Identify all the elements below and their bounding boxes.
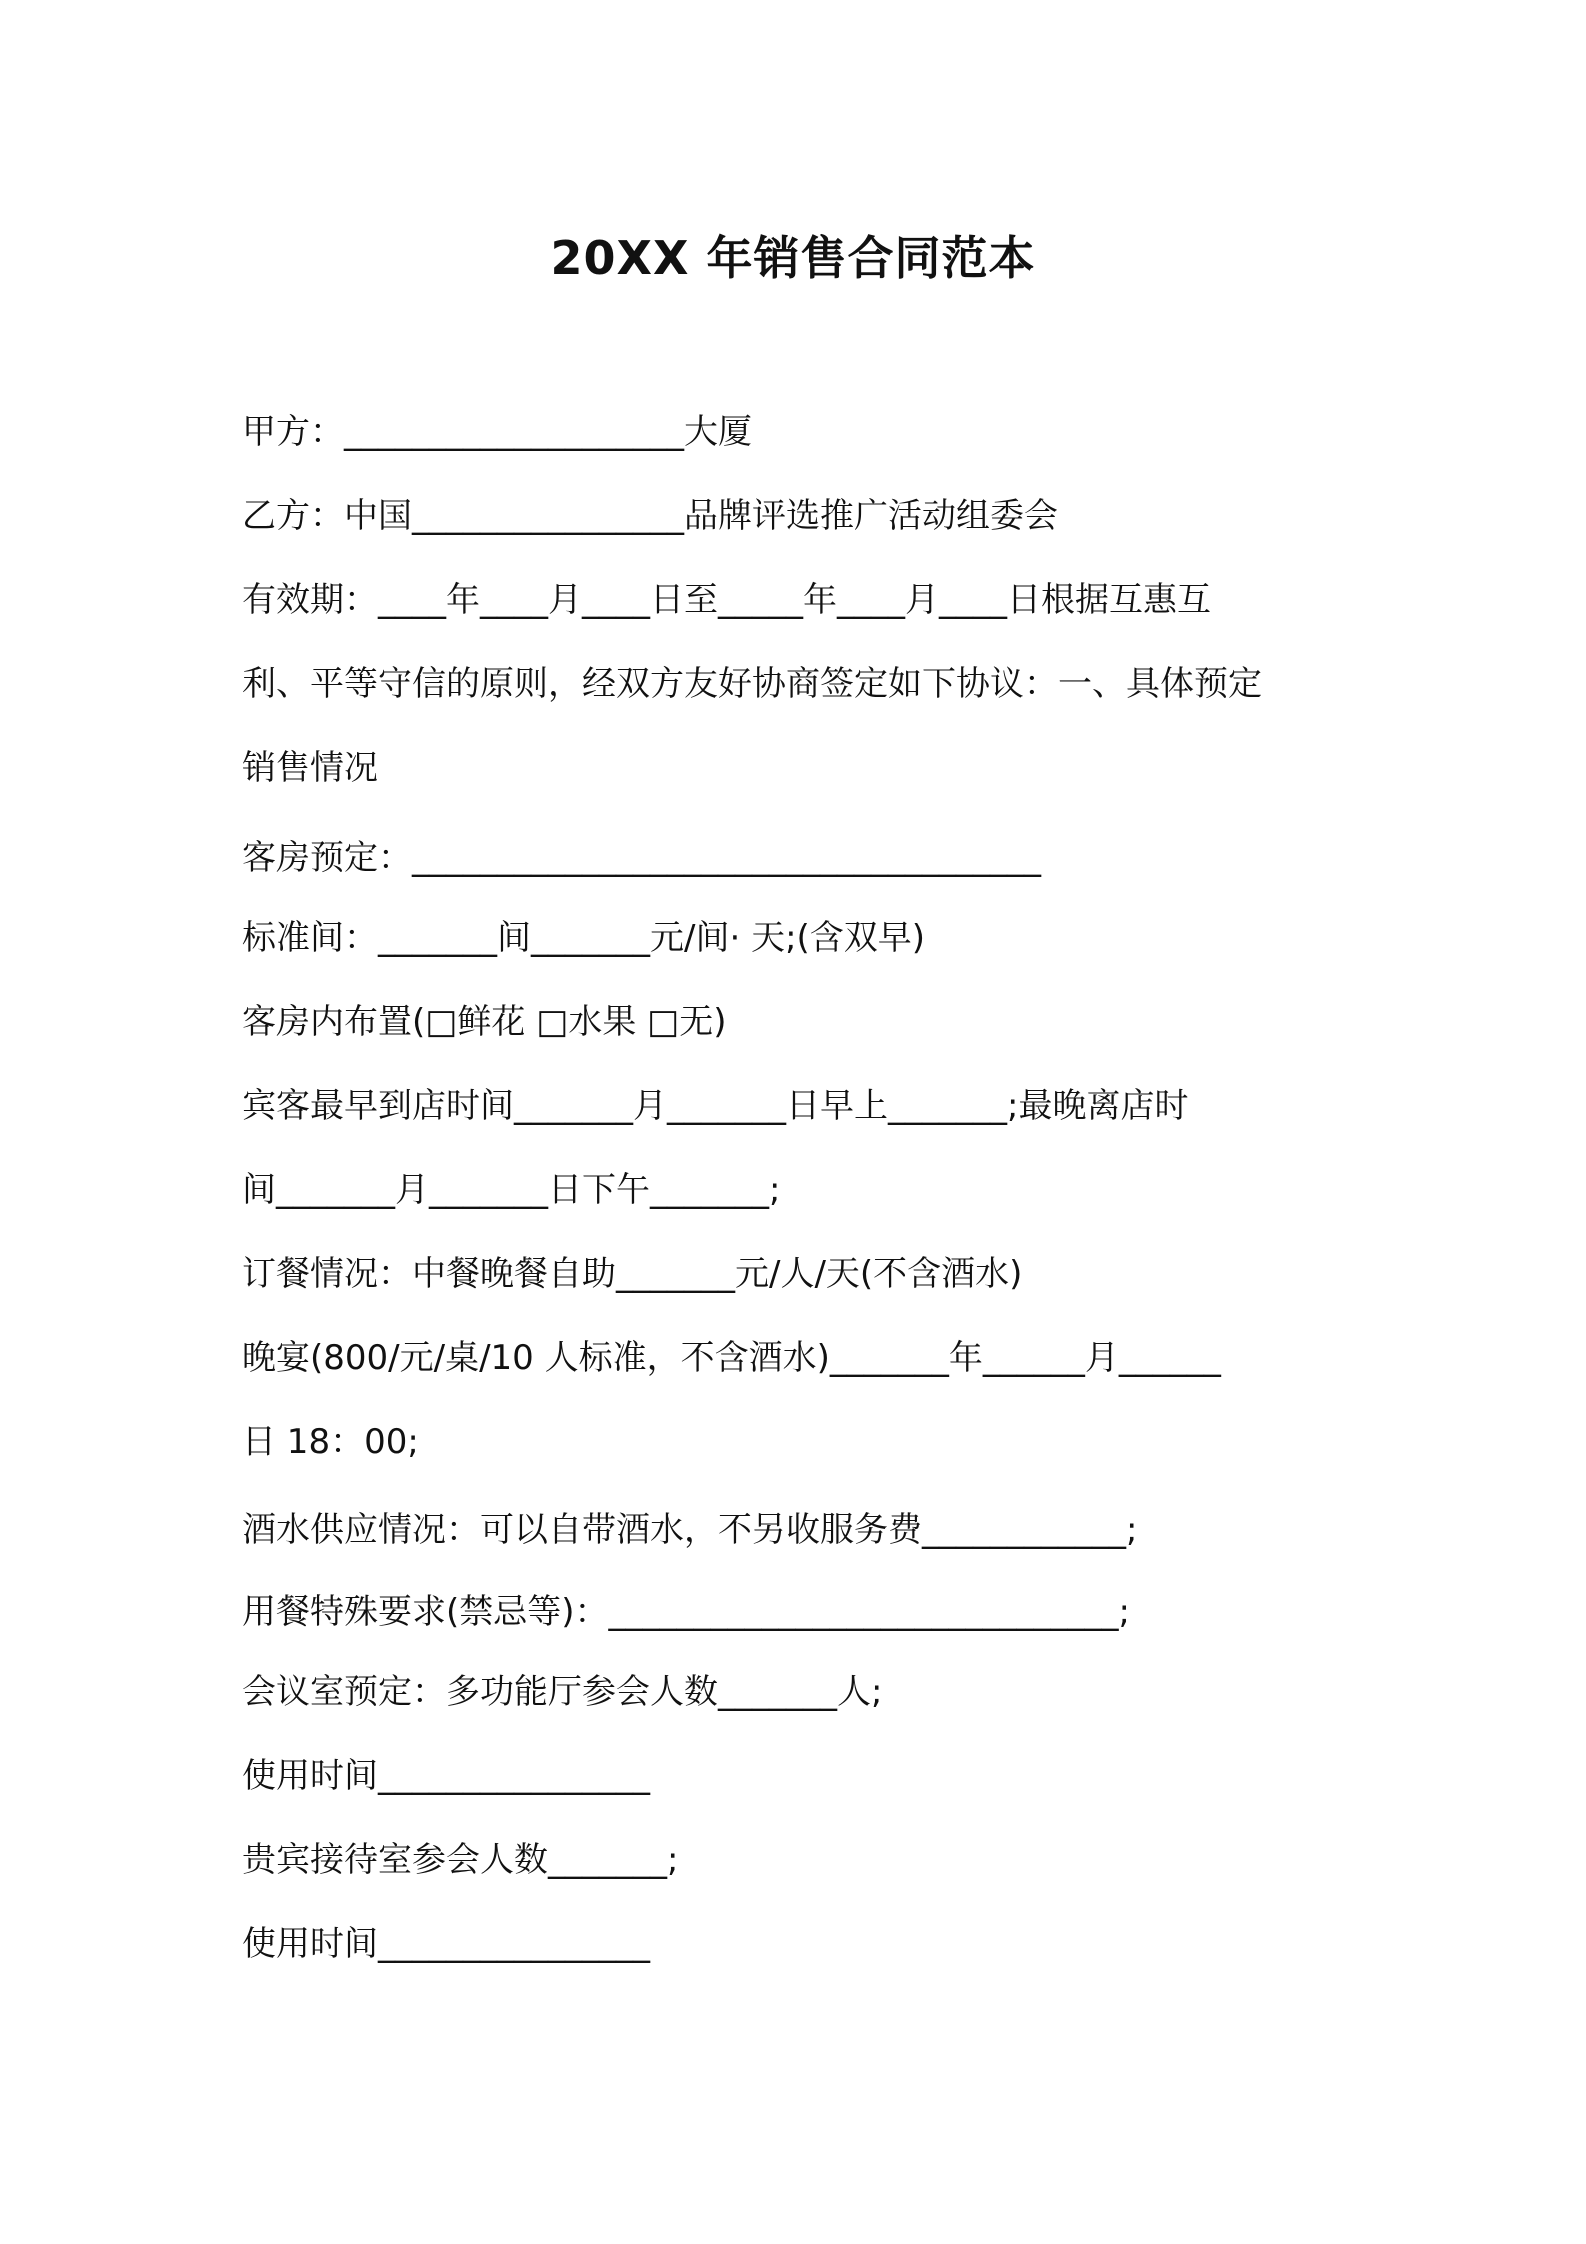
vip-room-line: 贵宾接待室参会人数_______; (242, 1840, 679, 1880)
beverage-line: 酒水供应情况：可以自带酒水，不另收服务费____________; (242, 1510, 1138, 1550)
document-title: 20XX 年销售合同范本 (550, 231, 1036, 285)
arrival-time-line: 宾客最早到店时间_______月_______日早上_______;最晚离店时 (242, 1086, 1189, 1126)
standard-room-line: 标准间：_______间_______元/间· 天;(含双早) (242, 918, 926, 958)
party-b-line: 乙方：中国________________品牌评选推广活动组委会 (242, 496, 1058, 536)
departure-time-line: 间_______月_______日下午_______; (242, 1170, 781, 1210)
usage-time-line-1: 使用时间________________ (242, 1756, 650, 1796)
agreement-intro-line: 利、平等守信的原则，经双方友好协商签定如下协议：一、具体预定 (242, 664, 1262, 704)
room-booking-line: 客房预定：_____________________________________ (242, 838, 1041, 878)
banquet-time-line: 日 18：00; (242, 1422, 419, 1462)
sales-section-line: 销售情况 (242, 748, 378, 788)
banquet-line: 晚宴(800/元/桌/10 人标准，不含酒水)_______年______月______ (242, 1338, 1221, 1378)
meeting-room-line: 会议室预定：多功能厅参会人数_______人; (242, 1672, 883, 1712)
validity-line: 有效期：____年____月____日至_____年____月____日根据互惠互 (242, 580, 1211, 620)
special-requirements-line: 用餐特殊要求(禁忌等)：______________________________; (242, 1592, 1130, 1632)
party-a-line: 甲方：____________________大厦 (242, 412, 752, 452)
meal-booking-line: 订餐情况：中餐晚餐自助_______元/人/天(不含酒水) (242, 1254, 1023, 1294)
usage-time-line-2: 使用时间________________ (242, 1924, 650, 1964)
room-setup-line: 客房内布置(□鲜花 □水果 □无) (242, 1002, 727, 1042)
